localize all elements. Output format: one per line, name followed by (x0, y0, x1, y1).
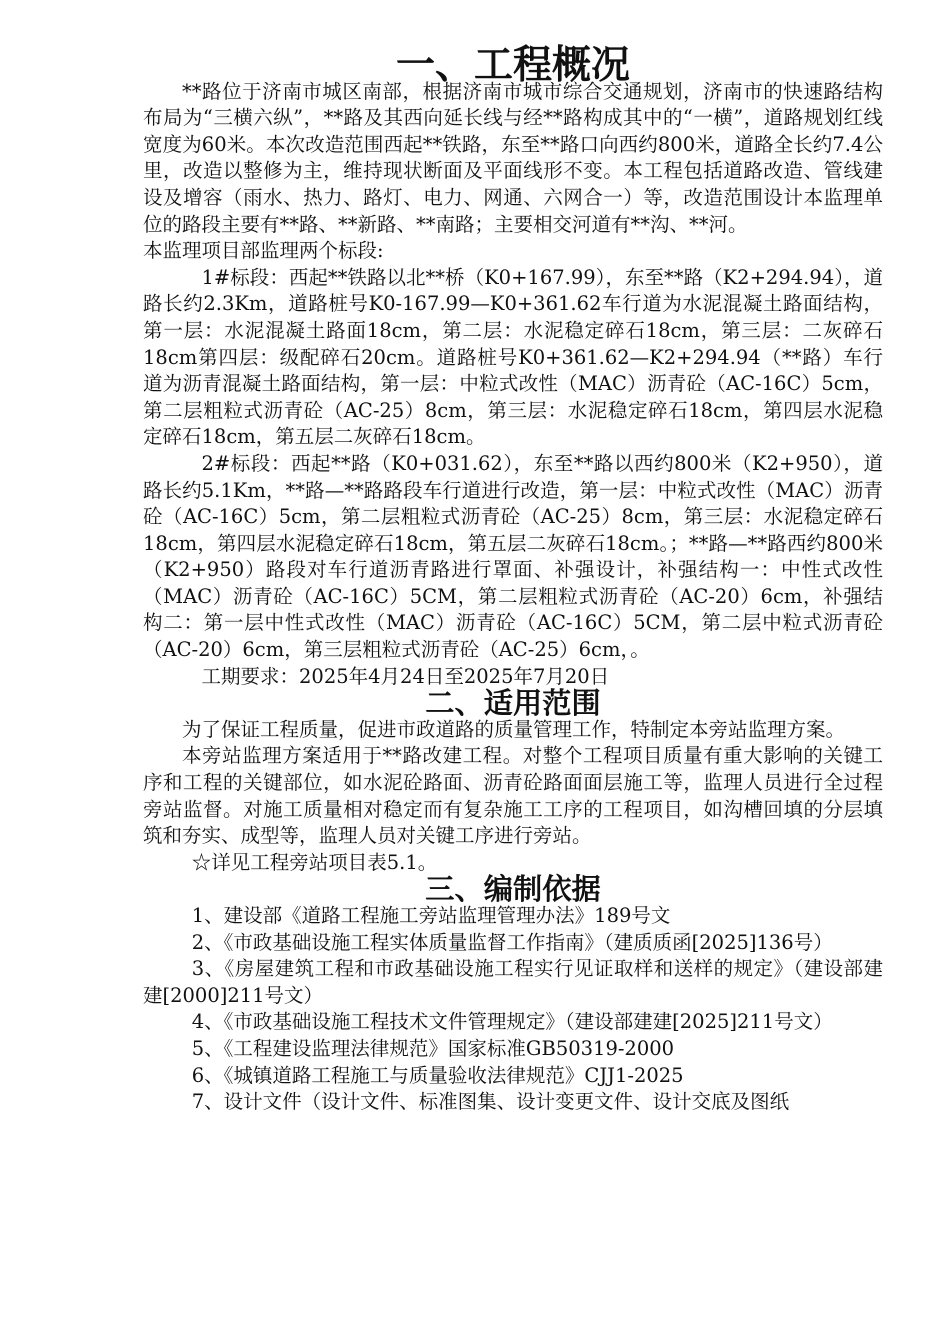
list-item: 4、《市政基础设施工程技术文件管理规定》（建设部建建[2025]211号文） (191, 1010, 833, 1034)
paragraph: **路位于济南市城区南部，根据济南市城市综合交通规划，济南市的快速路结构布局为“三横六纵”，**路及其西向延长线与经**路构成其中的“一横”，道路规划红线宽度为60米。本次改造范围西起**铁路，东至**路口向西约800米，道路全长约7.4公里，改造以整修为主，维持现状断面及平面线形不变。本工程包括道路改造、管线建设及增容（雨水、热力、路灯、电力、网通、六网合一）等，改造范围设计本监理单位的路段主要有**路、**新路、**南路；主要相交河道有**沟、**河。 (143, 79, 883, 236)
paragraph: 本监理项目部监理两个标段: (143, 239, 384, 263)
list-item: 2、《市政基础设施工程实体质量监督工作指南》（建质质函[2025]136号） (191, 930, 833, 954)
list-item: 6、《城镇道路工程施工与质量验收法律规范》CJJ1-2025 (191, 1063, 684, 1087)
paragraph: ☆详见工程旁站项目表5.1。 (191, 850, 438, 874)
document-page (143, 42, 883, 1116)
section-heading: 三、编制依据 (425, 872, 601, 907)
paragraph: 2#标段：西起**路（K0+031.62），东至**路以西约800米（K2+950），道路长约5.1Km，**路—**路路段车行道进行改造，第一层：中粒式改性（MAC）沥青砼（AC-16C）5cm，第二层粗粒式沥青砼（AC-25）8cm，第三层：水泥稳定碎石18cm，第四层水泥稳定碎石18cm，第五层二灰碎石18cm。；**路—**路西约800米（K2+950）路段对车行道沥青路进行罩面、补强设计，补强结构一：中性式改性（MAC）沥青砼（AC-16C）5CM，第二层粗粒式沥青砼（AC-20）6cm，补强结构二：第一层中性式改性（MAC）沥青砼（AC-16C）5CM，第二层中粒式沥青砼（AC-20）6cm，第三层粗粒式沥青砼（AC-25）6cm，。 (143, 451, 883, 662)
section-heading: 一、工程概况 (395, 42, 630, 88)
list-item: 1、建设部《道路工程施工旁站监理管理办法》189号文 (191, 904, 671, 927)
list-item: 3、《房屋建筑工程和市政基础设施工程实行见证取样和送样的规定》（建设部建建[2000]211号文） (143, 957, 883, 1007)
paragraph: 本旁站监理方案适用于**路改建工程。对整个工程项目质量有重大影响的关键工序和工程的关键部位，如水泥砼路面、沥青砼路面面层施工等，监理人员进行全过程旁站监督。对施工质量相对稳定而有复杂施工工序的工程项目，如沟槽回填的分层填筑和夯实、成型等，监理人员对关键工序进行旁站。 (143, 744, 883, 848)
paragraph: 1#标段：西起**铁路以北**桥（K0+167.99），东至**路（K2+294.94），道路长约2.3Km，道路桩号K0-167.99—K0+361.62车行道为水泥混凝土路面结构，第一层：水泥混凝土路面18cm，第二层：水泥稳定碎石18cm，第三层：二灰碎石18cm第四层：级配碎石20cm。道路桩号K0+361.62—K2+294.94（**路）车行道为沥青混凝土路面结构，第一层：中粒式改性（MAC）沥青砼（AC-16C）5cm，第二层粗粒式沥青砼（AC-25）8cm，第三层：水泥稳定碎石18cm，第四层水泥稳定碎石18cm，第五层二灰碎石18cm。 (143, 265, 883, 449)
paragraph: 为了保证工程质量，促进市政道路的质量管理工作，特制定本旁站监理方案。 (182, 717, 846, 741)
list-item: 7、设计文件（设计文件、标准图集、设计变更文件、设计交底及图纸 (191, 1090, 790, 1114)
section-heading: 二、适用范围 (425, 686, 601, 721)
paragraph: 工期要求：2025年4月24日至2025年7月20日 (201, 664, 610, 688)
list-item: 5、《工程建设监理法律规范》国家标准GB50319-2000 (191, 1036, 675, 1060)
